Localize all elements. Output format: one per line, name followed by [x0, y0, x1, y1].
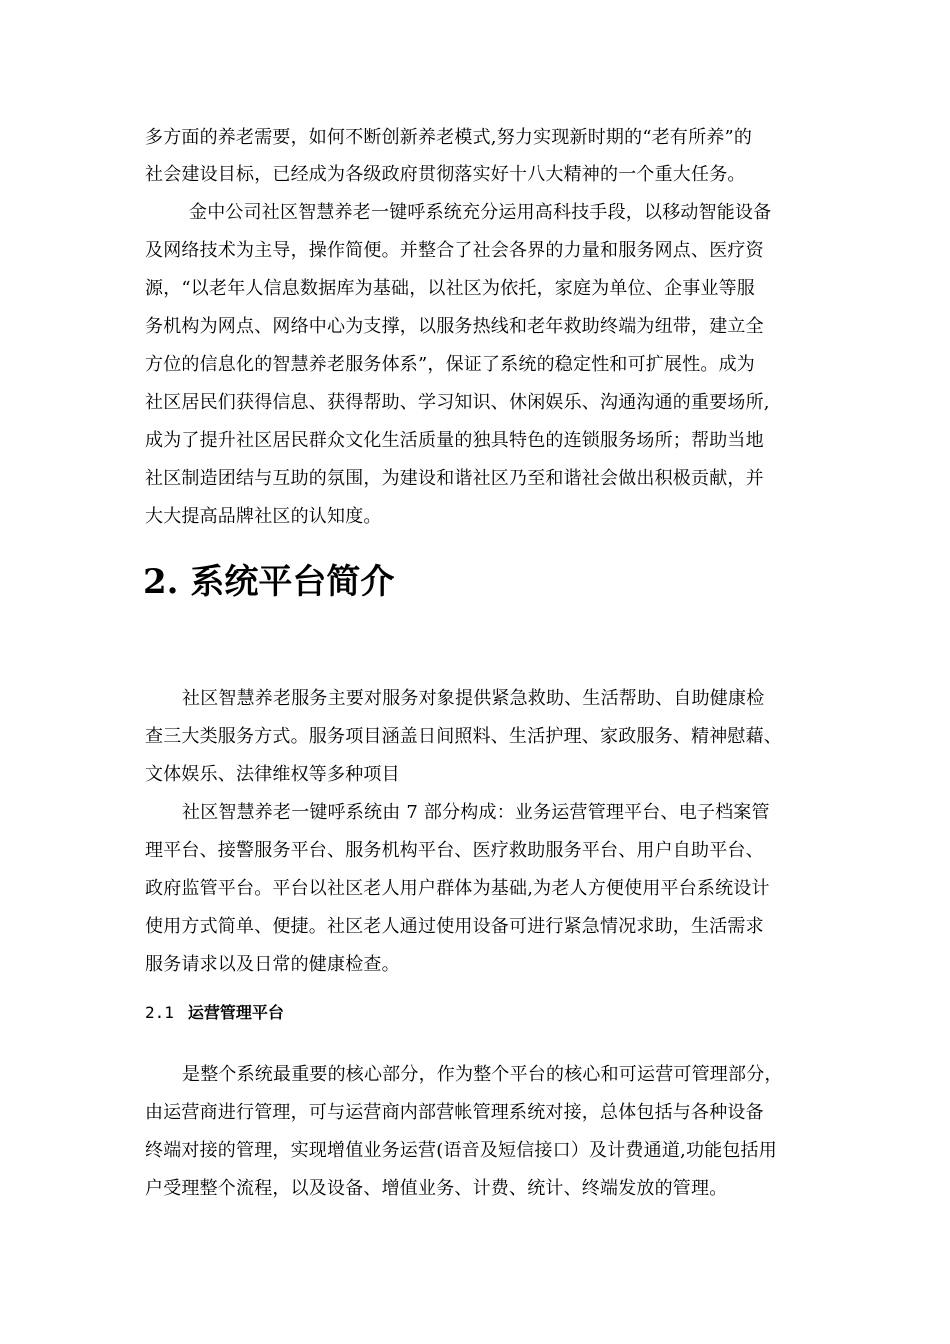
paragraph-line: 社区智慧养老一键呼系统由 7 部分构成：业务运营管理平台、电子档案管: [182, 802, 770, 823]
paragraph-line: 社会建设目标，已经成为各级政府贯彻落实好十八大精神的一个重大任务。: [145, 164, 746, 185]
paragraph-line: 多方面的养老需要，如何不断创新养老模式,努力实现新时期的“老有所养”的: [145, 127, 753, 148]
paragraph-line: 户受理整个流程，以及设备、增值业务、计费、统计、终端发放的管理。: [145, 1178, 728, 1199]
paragraph-line: 社区制造团结与互助的氛围，为建设和谐社区乃至和谐社会做出积极贡献，并: [145, 468, 764, 489]
paragraph-line: 是整个系统最重要的核心部分，作为整个平台的核心和可运营可管理部分，: [182, 1064, 783, 1085]
paragraph-line: 社区居民们获得信息、获得帮助、学习知识、休闲娱乐、沟通沟通的重要场所,: [145, 392, 770, 413]
paragraph-line: 使用方式简单、便捷。社区老人通过使用设备可进行紧急情况求助，生活需求: [145, 916, 764, 937]
paragraph-line: 务机构为网点、网络中心为支撑，以服务热线和老年救助终端为纽带，建立全: [145, 316, 764, 337]
paragraph-line: 大大提高品牌社区的认知度。: [145, 506, 382, 527]
paragraph-line: 由运营商进行管理，可与运营商内部营帐管理系统对接，总体包括与各种设备: [145, 1102, 764, 1123]
paragraph-line: 政府监管平台。平台以社区老人用户群体为基础,为老人方便使用平台系统设计: [145, 878, 770, 899]
paragraph-line: 及网络技术为主导，操作简便。并整合了社会各界的力量和服务网点、医疗资: [145, 240, 764, 261]
paragraph-line: 查三大类服务方式。服务项目涵盖日间照料、生活护理、家政服务、精神慰藉、: [145, 726, 782, 747]
paragraph-line: 方位的信息化的智慧养老服务体系”，保证了系统的稳定性和可扩展性。成为: [145, 354, 755, 375]
paragraph-line: 金中公司社区智慧养老一键呼系统充分运用高科技手段，以移动智能设备: [189, 202, 772, 223]
section-number: 2.1: [145, 1003, 174, 1022]
section-heading: [145, 1003, 284, 1023]
paragraph-line: 文体娱乐、法律维权等多种项目: [145, 764, 400, 785]
chapter-heading: 2. 系统平台简介: [143, 562, 395, 602]
paragraph-line: 服务请求以及日常的健康检查。: [145, 954, 400, 975]
paragraph-line: 终端对接的管理，实现增值业务运营(语音及短信接口）及计费通道,功能包括用: [145, 1140, 777, 1161]
paragraph-line: 理平台、接警服务平台、服务机构平台、医疗救助服务平台、用户自助平台、: [145, 840, 764, 861]
paragraph-line: 源，“以老年人信息数据库为基础，以社区为依托，家庭为单位、企事业等服: [145, 278, 755, 299]
paragraph-line: 社区智慧养老服务主要对服务对象提供紧急救助、生活帮助、自助健康检: [182, 688, 765, 709]
paragraph-line: 成为了提升社区居民群众文化生活质量的独具特色的连锁服务场所；帮助当地: [145, 430, 764, 451]
section-title: 运营管理平台: [187, 1003, 284, 1022]
